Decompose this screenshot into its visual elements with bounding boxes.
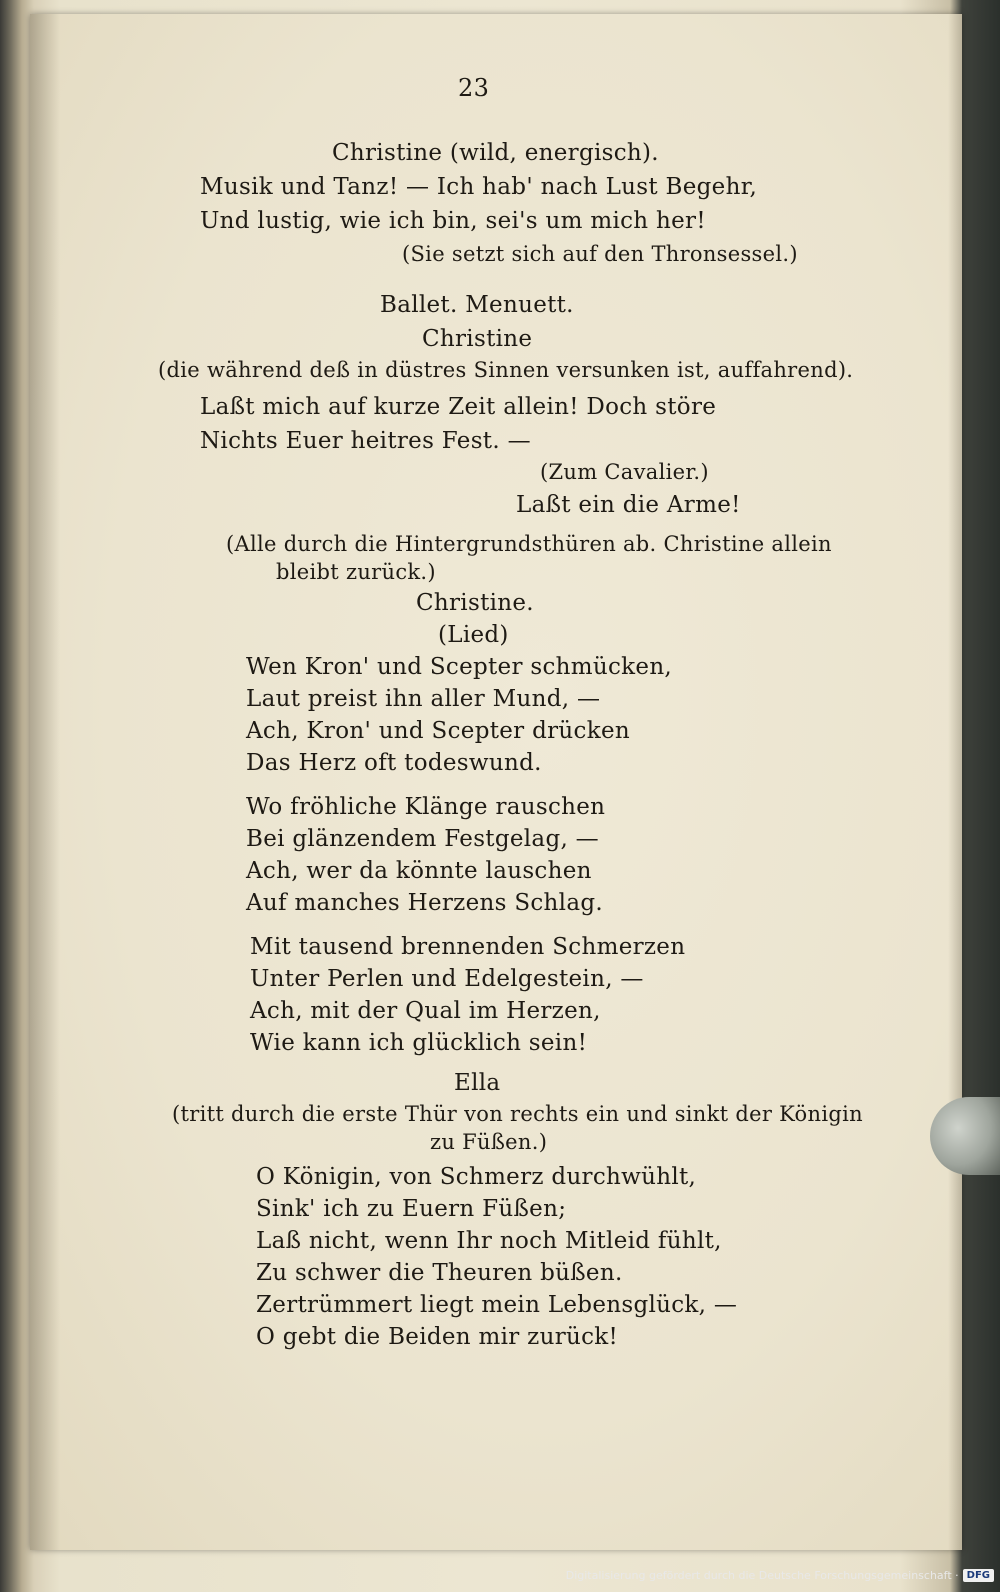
verse-line: Bei glänzendem Festgelag, — xyxy=(246,826,599,852)
speaker-ella: Ella xyxy=(454,1070,501,1096)
verse-line: Laß nicht, wenn Ihr noch Mitleid fühlt, xyxy=(256,1228,722,1254)
verse-line: Und lustig, wie ich bin, sei's um mich her! xyxy=(200,208,706,234)
book-page xyxy=(30,14,962,1550)
stage-direction: (Zum Cavalier.) xyxy=(540,460,709,484)
speaker-christine: Christine xyxy=(422,326,533,352)
verse-line: Unter Perlen und Edelgestein, — xyxy=(250,966,644,992)
stage-direction: (Alle durch die Hintergrundsthüren ab. Christine allein xyxy=(226,532,832,556)
spine-shadow xyxy=(30,14,60,1550)
verse-line: O Königin, von Schmerz durchwühlt, xyxy=(256,1164,697,1190)
verse-line: Laßt mich auf kurze Zeit allein! Doch störe xyxy=(200,394,717,420)
verse-line: Musik und Tanz! — Ich hab' nach Lust Begehr, xyxy=(200,174,758,200)
stage-direction: (tritt durch die erste Thür von rechts ein und sinkt der Königin xyxy=(172,1102,863,1126)
verse-line: Zu schwer die Theuren büßen. xyxy=(256,1260,623,1286)
verse-line: Laßt ein die Arme! xyxy=(516,492,741,518)
verse-line: Ach, Kron' und Scepter drücken xyxy=(246,718,630,744)
verse-line: Mit tausend brennenden Schmerzen xyxy=(250,934,686,960)
song-heading: (Lied) xyxy=(438,622,509,648)
verse-line: Wo fröhliche Klänge rauschen xyxy=(246,794,606,820)
verse-line: Wie kann ich glücklich sein! xyxy=(250,1030,588,1056)
stage-direction: zu Füßen.) xyxy=(430,1130,548,1154)
dfg-logo-icon: DFG xyxy=(963,1569,994,1582)
verse-line: Sink' ich zu Euern Füßen; xyxy=(256,1196,567,1222)
verse-line: Zertrümmert liegt mein Lebensglück, — xyxy=(256,1292,738,1318)
verse-line: Das Herz oft todeswund. xyxy=(246,750,542,776)
verse-line: Auf manches Herzens Schlag. xyxy=(246,890,603,916)
footer-text: Digitalisierung gefördert durch die Deutsche Forschungsgemeinschaft · xyxy=(565,1568,959,1582)
stage-direction: (die während deß in düstres Sinnen versunken ist, auffahrend). xyxy=(158,358,854,382)
speaker-christine: Christine. xyxy=(416,590,534,616)
stage-direction: bleibt zurück.) xyxy=(276,560,436,584)
thumb-index-tab xyxy=(930,1097,1000,1175)
verse-line: Wen Kron' und Scepter schmücken, xyxy=(246,654,673,680)
digitization-footer xyxy=(566,1564,994,1586)
verse-line: Ach, wer da könnte lauschen xyxy=(246,858,592,884)
speaker-christine: Christine (wild, energisch). xyxy=(332,140,659,166)
scene-heading: Ballet. Menuett. xyxy=(380,292,574,318)
page-edge-shadow xyxy=(948,14,962,1550)
verse-line: O gebt die Beiden mir zurück! xyxy=(256,1324,619,1350)
verse-line: Ach, mit der Qual im Herzen, xyxy=(250,998,601,1024)
verse-line: Nichts Euer heitres Fest. — xyxy=(200,428,531,454)
verse-line: Laut preist ihn aller Mund, — xyxy=(246,686,601,712)
page-number: 23 xyxy=(458,74,490,102)
stage-direction: (Sie setzt sich auf den Thronsessel.) xyxy=(402,242,798,266)
